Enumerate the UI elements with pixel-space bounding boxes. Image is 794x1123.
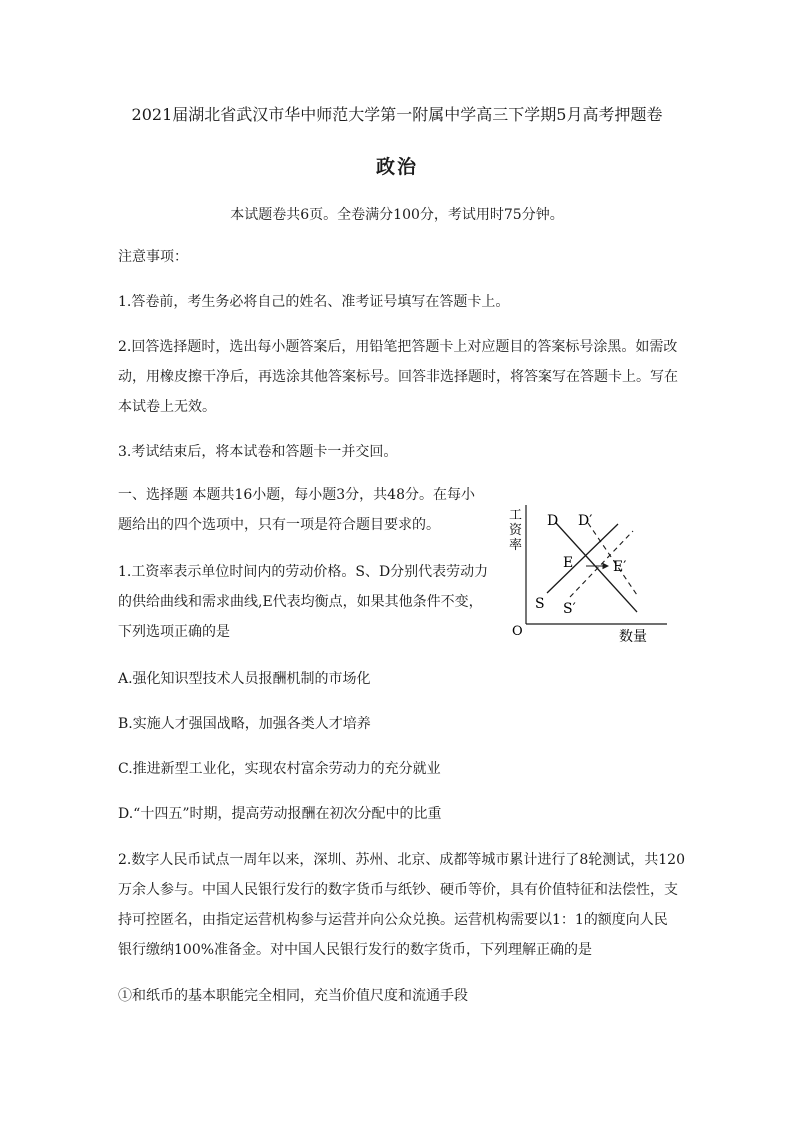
label-e: E xyxy=(563,555,574,571)
section-heading: 一、选择题 本题共16小题，每小题3分，共48分。在每小 xyxy=(118,487,475,503)
label-d-prime: D′ xyxy=(578,513,593,529)
question-1-option-a: A.强化知识型技术人员报酬机制的市场化 xyxy=(118,671,371,687)
label-s: S xyxy=(535,596,545,612)
label-d: D xyxy=(547,513,559,529)
exam-title: 2021届湖北省武汉市华中师范大学第一附属中学高三下学期5月高考押题卷 xyxy=(131,105,663,124)
y-axis-label-char: 率 xyxy=(509,538,523,553)
subject-title: 政治 xyxy=(375,156,418,178)
question-2-stem: 2.数字人民币试点一周年以来，深圳、苏州、北京、成都等城市累计进行了8轮测试，共120 xyxy=(118,852,685,868)
supply-curve-s xyxy=(547,524,618,593)
label-s-prime: S′ xyxy=(563,601,576,617)
question-1-stem: 下列选项正确的是 xyxy=(118,624,230,640)
question-1-stem: 1.工资率表示单位时间内的劳动价格。S、D分别代表劳动力 xyxy=(118,564,489,580)
x-axis-label: 数量 xyxy=(619,629,647,645)
question-1-stem: 的供给曲线和需求曲线,E代表均衡点，如果其他条件不变， xyxy=(118,594,483,610)
question-2-stem: 持可控匿名，由指定运营机构参与运营并向公众兑换。运营机构需要以1：1的额度向人民 xyxy=(118,912,668,928)
y-axis-label-char: 工 xyxy=(509,508,523,523)
question-1-option-c: C.推进新型工业化，实现农村富余劳动力的充分就业 xyxy=(118,761,441,777)
question-2-stem: 万余人参与。中国人民银行发行的数字货币与纸钞、硬币等价，具有价值特征和法偿性，支 xyxy=(118,882,678,898)
note-item: 3.考试结束后，将本试卷和答题卡一并交回。 xyxy=(118,444,398,460)
labor-market-diagram xyxy=(507,503,677,648)
exam-info: 本试题卷共6页。全卷满分100分，考试用时75分钟。 xyxy=(230,207,564,223)
note-item: 本试卷上无效。 xyxy=(118,399,216,415)
label-e-prime: E′ xyxy=(613,559,627,575)
y-axis-label-char: 资 xyxy=(509,523,523,538)
question-2-option-1: ①和纸币的基本职能完全相同，充当价值尺度和流通手段 xyxy=(118,988,468,1004)
section-heading-cont: 题给出的四个选项中，只有一项是符合题目要求的。 xyxy=(118,517,440,533)
origin-label: O xyxy=(512,624,523,639)
question-2-stem: 银行缴纳100%准备金。对中国人民银行发行的数字货币，下列理解正确的是 xyxy=(118,942,593,958)
note-item: 1.答卷前，考生务必将自己的姓名、准考证号填写在答题卡上。 xyxy=(118,294,510,310)
question-1-option-d: D.“十四五”时期，提高劳动报酬在初次分配中的比重 xyxy=(118,806,442,822)
note-item: 2.回答选择题时，选出每小题答案后，用铅笔把答题卡上对应题目的答案标号涂黑。如需改 xyxy=(118,339,678,355)
question-1-option-b: B.实施人才强国战略，加强各类人才培养 xyxy=(118,716,371,732)
note-item: 动，用橡皮擦干净后，再选涂其他答案标号。回答非选择题时，将答案写在答题卡上。写在 xyxy=(118,369,678,385)
notes-heading: 注意事项： xyxy=(118,249,188,265)
